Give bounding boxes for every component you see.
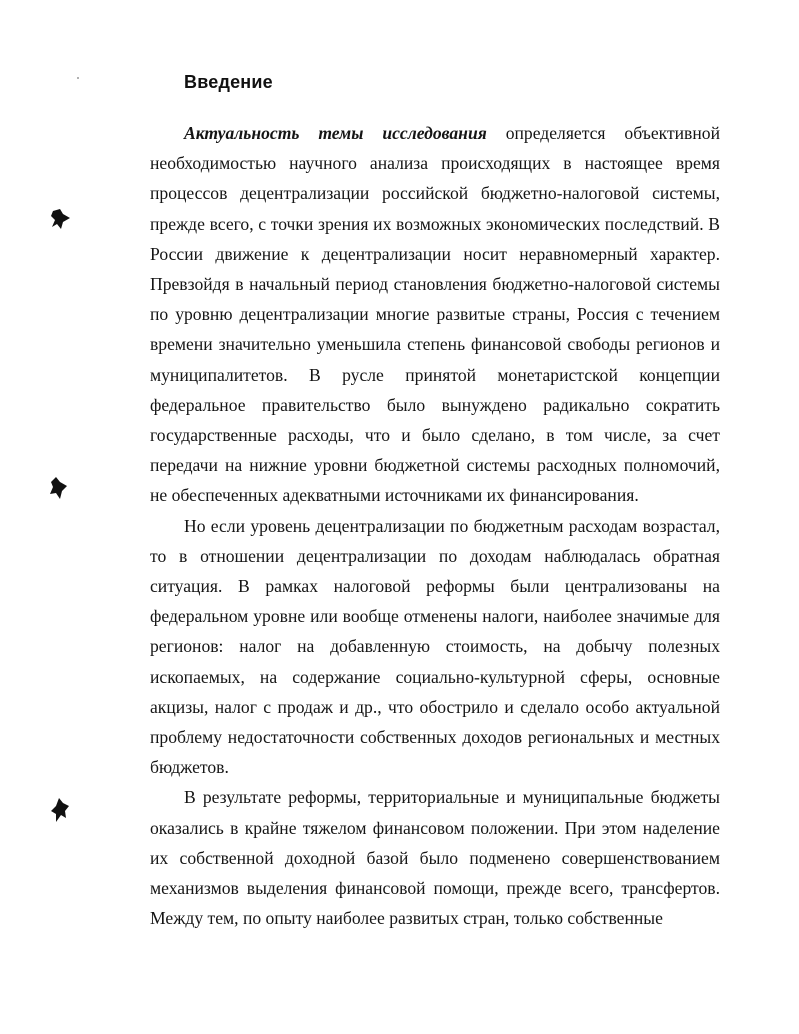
- paragraph-text: Но если уровень децентрализации по бюджетным расходам возрастал, то в отношении децентрализации по доходам наблюдалась обратная ситуация. В рамках налоговой реформы были централизованы на федеральном уровне или вообще отменены налоги, наиболее значимые для регионов: налог на добавленную стоимость, на добычу полезных ископаемых, на содержание социально-культурной сферы, основные акцизы, налог с продаж и др., что обострило и сделало особо актуальной проблему недостаточности собственных доходов региональных и местных бюджетов.: [150, 515, 720, 778]
- paragraph-text: определяется объективной необходимостью научного анализа происходящих в настоящее время процессов децентрализации российской бюджетно-налоговой системы, прежде всего, с точки зрения их возможных экономических последствий. В России движение к децентрализации носит неравномерный характер. Превзойдя в начальный период становления бюджетно-налоговой системы по уровню децентрализации многие развитые страны, Россия с течением времени значительно уменьшила степень финансовой свободы регионов и муниципалитетов. В русле принятой монетаристской концепции федеральное правительство было вынуждено радикально сократить государственные расходы, что и было сделано, в том числе, за счет передачи на нижние уровни бюджетной системы расходных полномочий, не обеспеченных адекватными источниками их финансирования.: [150, 123, 720, 506]
- scan-speck: [77, 77, 79, 79]
- paragraph-1: [150, 118, 720, 511]
- section-heading: Введение: [184, 72, 273, 92]
- paragraph-text: В результате реформы, территориальные и муниципальные бюджеты оказались в крайне тяжелом финансовом положении. При этом наделение их собственной доходной базой было подменено совершенствованием механизмов выделения финансовой помощи, прежде всего, трансфертов. Между тем, по опыту наиболее развитых стран, только собственные: [150, 787, 720, 929]
- binder-hole-mark-3: [50, 796, 72, 826]
- binder-hole-mark-1: [50, 205, 72, 235]
- paragraph-2: [150, 511, 720, 783]
- paragraph-3: [150, 782, 720, 933]
- emphasized-phrase: Актуальность темы исследования: [184, 123, 487, 143]
- body-text: [150, 118, 720, 933]
- binder-hole-mark-2: [48, 474, 70, 504]
